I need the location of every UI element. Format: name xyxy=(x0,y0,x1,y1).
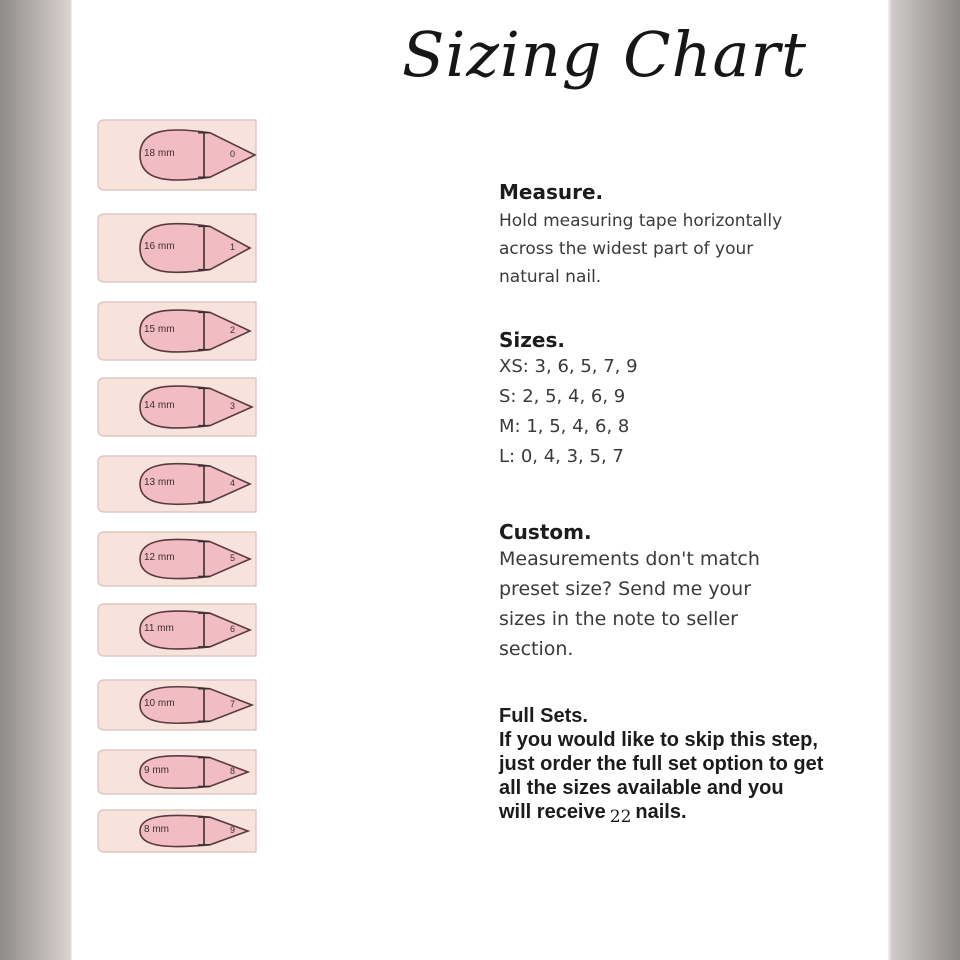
measure-line: across the widest part of your xyxy=(499,239,754,259)
nail-size-label: 12 mm xyxy=(144,552,175,563)
nail-size-label: 18 mm xyxy=(144,148,175,159)
nail-row xyxy=(96,118,346,192)
size-m-line: M: 1, 5, 4, 6, 8 xyxy=(499,416,630,437)
full-sets-line: If you would like to skip this step, xyxy=(499,729,818,751)
nail-row xyxy=(96,748,346,796)
nail-size-label: 15 mm xyxy=(144,324,175,335)
full-sets-heading: Full Sets. xyxy=(499,705,588,727)
nail-size-label: 11 mm xyxy=(144,623,174,634)
nail-index-label: 3 xyxy=(230,401,236,411)
custom-heading: Custom. xyxy=(499,520,592,544)
nail-size-label: 10 mm xyxy=(144,698,175,709)
nail-row xyxy=(96,602,346,658)
nail-size-label: 8 mm xyxy=(144,824,169,835)
custom-line: preset size? Send me your xyxy=(499,578,752,600)
full-sets-prefix: will receive xyxy=(499,801,606,823)
size-xs-line: XS: 3, 6, 5, 7, 9 xyxy=(499,356,638,377)
nail-size-label: 9 mm xyxy=(144,765,169,776)
custom-line: section. xyxy=(499,638,574,660)
size-s-line: S: 2, 5, 4, 6, 9 xyxy=(499,386,626,407)
nail-index-label: 1 xyxy=(230,242,236,252)
full-sets-suffix: nails. xyxy=(635,801,687,823)
nail-row xyxy=(96,808,346,854)
nail-row xyxy=(96,530,346,588)
nail-row xyxy=(96,300,346,362)
nail-index-label: 2 xyxy=(230,325,236,335)
measure-heading: Measure. xyxy=(499,180,604,204)
nail-index-label: 4 xyxy=(230,478,236,488)
page-title: Sizing Chart xyxy=(402,18,808,91)
full-sets-section xyxy=(499,705,823,825)
nail-index-label: 6 xyxy=(230,624,236,634)
sizing-chart-card xyxy=(72,0,888,960)
nail-index-label: 9 xyxy=(230,825,236,835)
nail-row xyxy=(96,212,346,284)
custom-line: Measurements don't match xyxy=(499,548,760,570)
nail-size-label: 14 mm xyxy=(144,400,175,411)
custom-line: sizes in the note to seller xyxy=(499,608,738,630)
custom-section xyxy=(499,520,760,664)
full-sets-line: all the sizes available and you xyxy=(499,777,784,799)
size-l-line: L: 0, 4, 3, 5, 7 xyxy=(499,446,624,467)
measure-line: Hold measuring tape horizontally xyxy=(499,211,783,231)
nail-index-label: 0 xyxy=(230,149,236,159)
sizes-heading: Sizes. xyxy=(499,328,565,352)
nail-row xyxy=(96,678,346,732)
full-sets-last-line xyxy=(499,800,823,825)
measure-section xyxy=(499,180,782,291)
nail-size-label: 16 mm xyxy=(144,241,175,252)
measure-line: natural nail. xyxy=(499,267,602,287)
nail-row xyxy=(96,376,346,438)
nail-size-label: 13 mm xyxy=(144,477,175,488)
nail-row xyxy=(96,454,346,514)
nail-count: 22 xyxy=(609,807,632,827)
nail-index-label: 7 xyxy=(230,699,236,709)
nail-index-label: 8 xyxy=(230,766,236,776)
full-sets-line: just order the full set option to get xyxy=(499,753,824,775)
sizes-section xyxy=(499,328,638,472)
nail-index-label: 5 xyxy=(230,553,236,563)
